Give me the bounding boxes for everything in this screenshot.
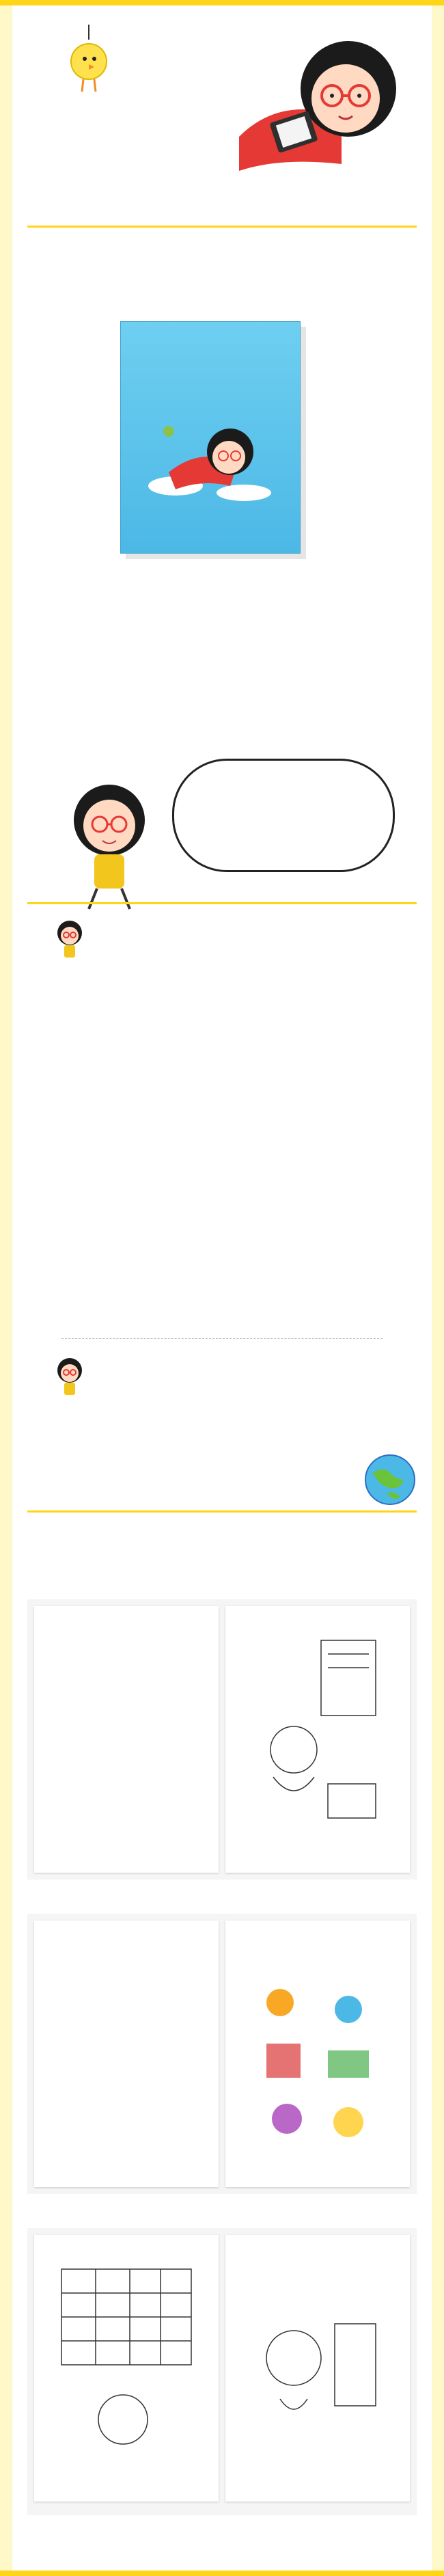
diary-drawing	[246, 2296, 389, 2481]
divider	[27, 902, 417, 904]
book-cover	[120, 321, 301, 554]
diary-drawing	[246, 1975, 389, 2167]
top-stripe	[0, 0, 444, 5]
diary-drawing	[55, 2262, 198, 2481]
divider	[61, 1338, 383, 1340]
girl-avatar-icon	[55, 779, 164, 916]
spread-page-right	[225, 1921, 410, 2187]
book-spread	[27, 1599, 417, 1880]
girl-small-icon	[55, 1357, 85, 1398]
divider	[27, 226, 417, 228]
book-cover-illustration	[148, 411, 271, 506]
spread-page-right	[225, 2235, 410, 2502]
chick-icon	[61, 21, 116, 103]
spread-page-left	[34, 1606, 219, 1873]
girl-small-icon	[55, 919, 85, 960]
bottom-stripe	[0, 2571, 444, 2576]
book-spread	[27, 2228, 417, 2515]
globe-icon	[359, 1449, 421, 1510]
diary-drawing	[246, 1633, 389, 1852]
spread-page-right	[225, 1606, 410, 1873]
spread-page-left	[34, 2235, 219, 2502]
divider	[27, 1510, 417, 1513]
spread-page-left	[34, 1921, 219, 2187]
book-spread	[27, 1914, 417, 2194]
girl-reading-icon	[225, 14, 417, 178]
world-travel-badge	[346, 1428, 430, 1513]
speech-bubble	[172, 759, 395, 872]
